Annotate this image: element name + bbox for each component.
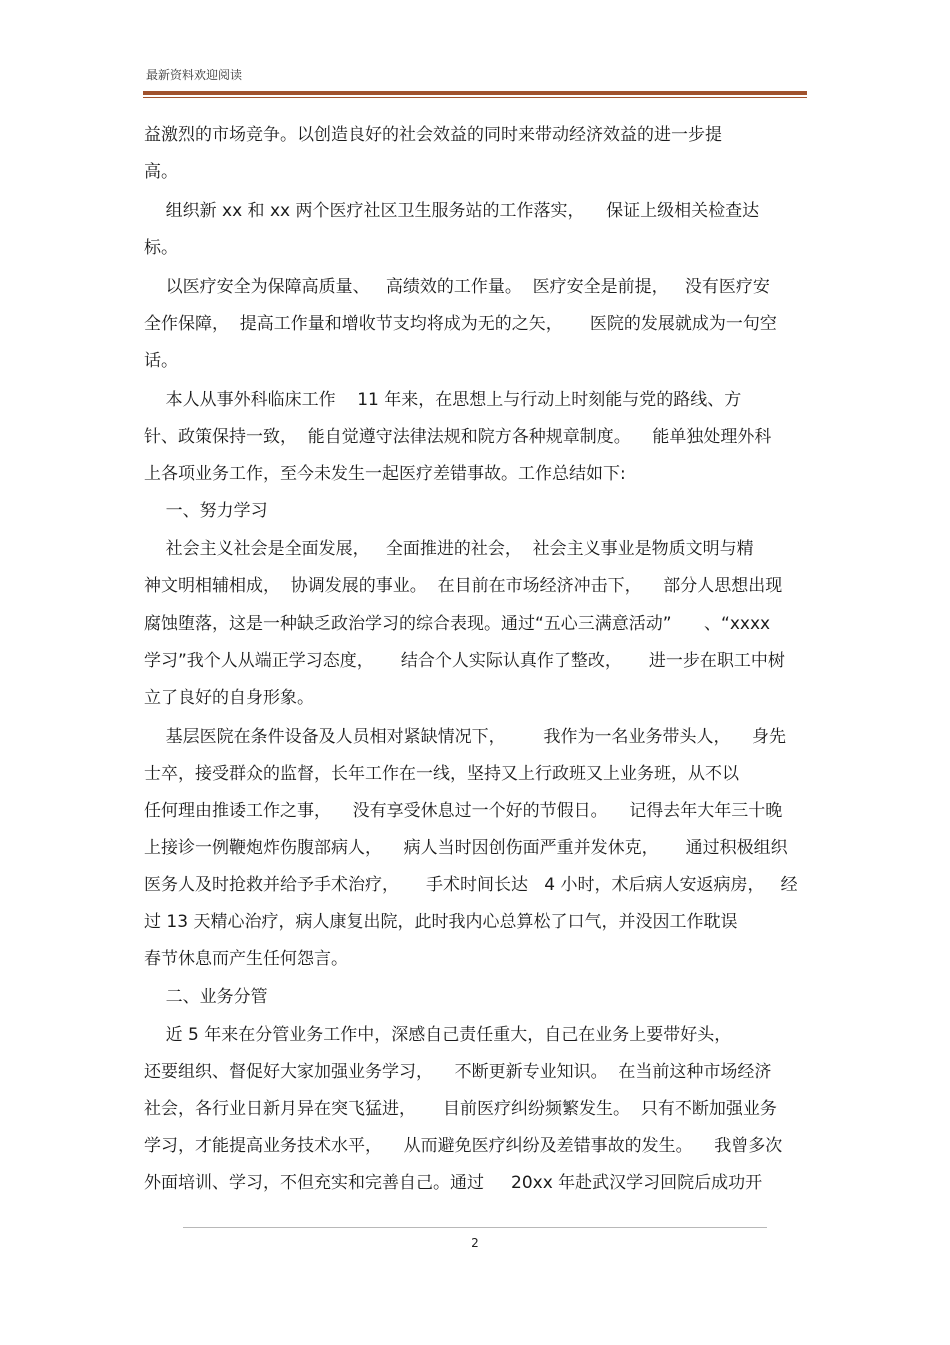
text-line: 话。 [144, 351, 178, 371]
text-line: 以医疗安全为保障高质量、 高绩效的工作量。 医疗安全是前提， 没有医疗安 [144, 277, 770, 297]
header-rule-thin [143, 97, 807, 98]
text-line: 腐蚀堕落，这是一种缺乏政治学习的综合表现。通过“五心三满意活动” 、“xxxx [144, 614, 771, 634]
text-line: 士卒，接受群众的监督，长年工作在一线，坚持又上行政班又上业务班，从不以 [144, 764, 739, 784]
footer-rule [183, 1227, 767, 1228]
section-heading: 二、业务分管 [144, 987, 268, 1007]
page-number: 2 [471, 1236, 479, 1250]
text-line: 标。 [144, 238, 178, 258]
text-line: 组织新 xx 和 xx 两个医疗社区卫生服务站的工作落实， 保证上级相关检查达 [144, 201, 760, 221]
header-rule-thick [143, 91, 807, 95]
text-line: 任何理由推诿工作之事， 没有享受休息过一个好的节假日。 记得去年大年三十晚 [144, 801, 783, 821]
text-line: 上接诊一例鞭炮炸伤腹部病人， 病人当时因创伤面严重并发休克， 通过积极组织 [144, 838, 788, 858]
text-line: 近 5 年来在分管业务工作中，深感自己责任重大，自己在业务上要带好头， [144, 1025, 732, 1045]
text-line: 高。 [144, 162, 178, 182]
text-line: 学习，才能提高业务技术水平， 从而避免医疗纠纷及差错事故的发生。 我曾多次 [144, 1136, 783, 1156]
text-line: 针、政策保持一致， 能自觉遵守法律法规和院方各种规章制度。 能单独处理外科 [144, 427, 772, 447]
text-line: 社会，各行业日新月异在突飞猛进， 目前医疗纠纷频繁发生。 只有不断加强业务 [144, 1099, 777, 1119]
text-line: 学习”我个人从端正学习态度， 结合个人实际认真作了整改， 进一步在职工中树 [144, 651, 785, 671]
text-line: 还要组织、督促好大家加强业务学习， 不断更新专业知识。 在当前这种市场经济 [144, 1062, 772, 1082]
text-line: 全作保障， 提高工作量和增收节支均将成为无的之矢， 医院的发展就成为一句空 [144, 314, 777, 334]
text-line: 过 13 天精心治疗，病人康复出院，此时我内心总算松了口气，并没因工作耽误 [144, 912, 738, 932]
section-heading: 一、努力学习 [144, 501, 268, 521]
text-line: 上各项业务工作，至今未发生一起医疗差错事故。工作总结如下: [144, 464, 626, 484]
text-line: 外面培训、学习，不但充实和完善自己。通过 20xx 年赴武汉学习回院后成功开 [144, 1173, 763, 1193]
text-line: 本人从事外科临床工作 11 年来，在思想上与行动上时刻能与党的路线、方 [144, 390, 742, 410]
text-line: 春节休息而产生任何怨言。 [144, 949, 348, 969]
header-text: 最新资料欢迎阅读 [146, 68, 243, 82]
text-line: 社会主义社会是全面发展， 全面推进的社会， 社会主义事业是物质文明与精 [144, 539, 754, 559]
text-line: 神文明相辅相成， 协调发展的事业。 在目前在市场经济冲击下， 部分人思想出现 [144, 576, 783, 596]
text-line: 益激烈的市场竞争。以创造良好的社会效益的同时来带动经济效益的进一步提 [144, 125, 722, 145]
text-line: 基层医院在条件设备及人员相对紧缺情况下， 我作为一名业务带头人， 身先 [144, 727, 787, 747]
text-line: 医务人及时抢救并给予手术治疗， 手术时间长达 4 小时，术后病人安返病房， 经 [144, 875, 798, 895]
text-line: 立了良好的自身形象。 [144, 688, 314, 708]
